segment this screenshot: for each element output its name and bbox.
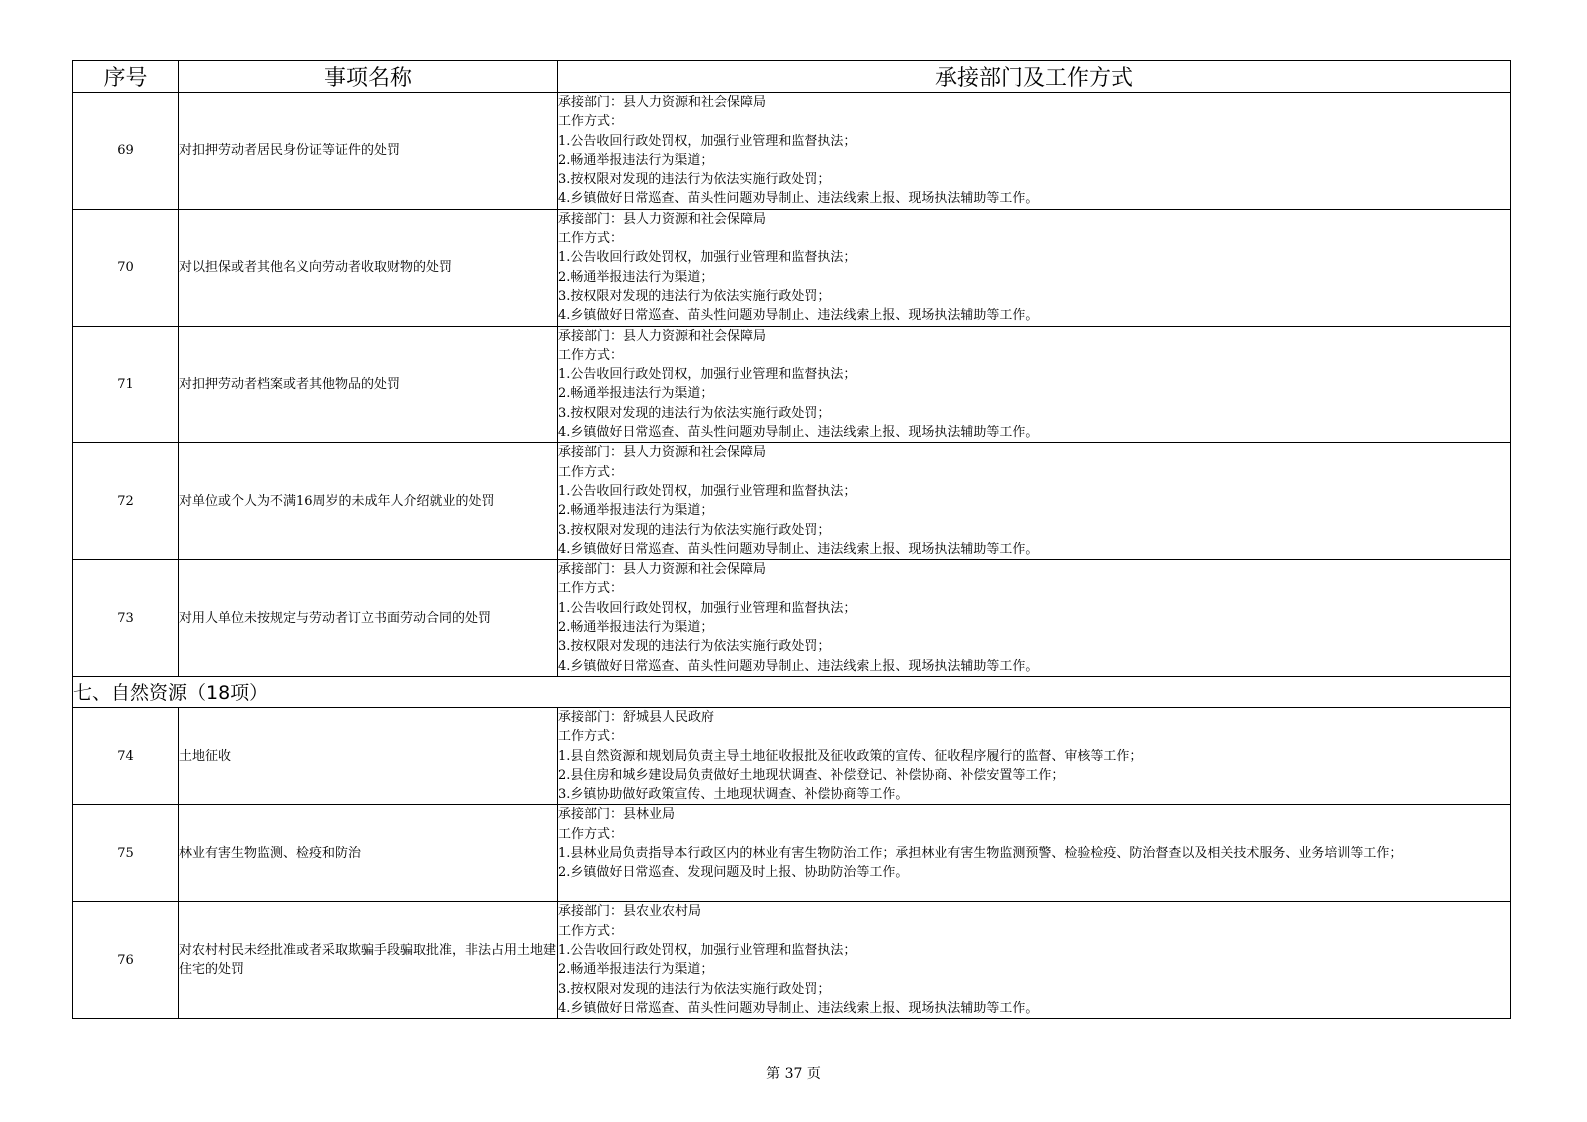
table-body-section-7 <box>73 707 1511 1018</box>
detail-line: 工作方式： <box>558 729 624 745</box>
detail-line: 承接部门：县人力资源和社会保障局 <box>558 328 767 344</box>
detail-line: 2.畅通举报违法行为渠道； <box>558 503 714 519</box>
matters-table <box>72 60 1511 1019</box>
table-row <box>73 707 1511 804</box>
row-detail <box>558 443 1511 560</box>
detail-line: 2.县住房和城乡建设局负责做好土地现状调查、补偿登记、补偿协商、补偿安置等工作； <box>558 767 1065 783</box>
row-detail <box>558 902 1511 1019</box>
detail-line: 工作方式： <box>558 347 624 363</box>
header-dept: 承接部门及工作方式 <box>558 61 1511 93</box>
row-index: 69 <box>73 93 179 210</box>
detail-line: 4.乡镇做好日常巡查、苗头性问题劝导制止、违法线索上报、现场执法辅助等工作。 <box>558 425 1039 441</box>
row-detail <box>558 805 1511 902</box>
table-row <box>73 805 1511 902</box>
row-index: 72 <box>73 443 179 560</box>
section-title: 七、自然资源（18项） <box>73 676 1511 707</box>
row-name: 土地征收 <box>179 707 558 804</box>
detail-line: 承接部门：县人力资源和社会保障局 <box>558 445 767 461</box>
detail-line: 2.乡镇做好日常巡查、发现问题及时上报、协助防治等工作。 <box>558 865 909 881</box>
page-number: 第 37 页 <box>766 1066 821 1082</box>
row-name: 林业有害生物监测、检疫和防治 <box>179 805 558 902</box>
table-row <box>73 209 1511 326</box>
detail-line: 承接部门：县林业局 <box>558 807 676 823</box>
row-detail <box>558 326 1511 443</box>
row-detail <box>558 707 1511 804</box>
row-index: 76 <box>73 902 179 1019</box>
detail-line: 3.按权限对发现的违法行为依法实施行政处罚； <box>558 639 831 655</box>
detail-line: 1.公告收回行政处罚权，加强行业管理和监督执法； <box>558 250 857 266</box>
table-row <box>73 560 1511 677</box>
table-row <box>73 326 1511 443</box>
detail-line: 1.公告收回行政处罚权，加强行业管理和监督执法； <box>558 942 857 958</box>
section-row <box>73 676 1511 707</box>
row-index: 75 <box>73 805 179 902</box>
detail-line: 3.按权限对发现的违法行为依法实施行政处罚； <box>558 522 831 538</box>
detail-line: 4.乡镇做好日常巡查、苗头性问题劝导制止、违法线索上报、现场执法辅助等工作。 <box>558 1000 1039 1016</box>
detail-line: 2.畅通举报违法行为渠道； <box>558 386 714 402</box>
detail-line: 2.畅通举报违法行为渠道； <box>558 152 714 168</box>
section-row-group <box>73 676 1511 707</box>
detail-line: 4.乡镇做好日常巡查、苗头性问题劝导制止、违法线索上报、现场执法辅助等工作。 <box>558 541 1039 557</box>
detail-line: 工作方式： <box>558 923 624 939</box>
detail-line: 1.公告收回行政处罚权，加强行业管理和监督执法； <box>558 367 857 383</box>
detail-line: 工作方式： <box>558 464 624 480</box>
detail-line: 工作方式： <box>558 231 624 247</box>
row-name: 对扣押劳动者居民身份证等证件的处罚 <box>179 93 558 210</box>
row-index: 73 <box>73 560 179 677</box>
detail-line: 3.乡镇协助做好政策宣传、土地现状调查、补偿协商等工作。 <box>558 787 909 803</box>
row-name: 对扣押劳动者档案或者其他物品的处罚 <box>179 326 558 443</box>
detail-line: 承接部门：舒城县人民政府 <box>558 709 715 725</box>
detail-line: 3.按权限对发现的违法行为依法实施行政处罚； <box>558 405 831 421</box>
detail-line: 1.县自然资源和规划局负责主导土地征收报批及征收政策的宣传、征收程序履行的监督、审核等工作； <box>558 748 1143 764</box>
detail-line: 承接部门：县人力资源和社会保障局 <box>558 562 767 578</box>
row-detail <box>558 93 1511 210</box>
detail-line: 承接部门：县人力资源和社会保障局 <box>558 95 767 110</box>
detail-line: 4.乡镇做好日常巡查、苗头性问题劝导制止、违法线索上报、现场执法辅助等工作。 <box>558 191 1039 207</box>
row-name: 对以担保或者其他名义向劳动者收取财物的处罚 <box>179 209 558 326</box>
detail-line: 工作方式： <box>558 826 624 842</box>
detail-line: 2.畅通举报违法行为渠道； <box>558 620 714 636</box>
row-name: 对用人单位未按规定与劳动者订立书面劳动合同的处罚 <box>179 560 558 677</box>
row-index: 74 <box>73 707 179 804</box>
detail-line: 4.乡镇做好日常巡查、苗头性问题劝导制止、违法线索上报、现场执法辅助等工作。 <box>558 308 1039 324</box>
detail-line: 工作方式： <box>558 114 624 130</box>
header-name: 事项名称 <box>179 61 558 93</box>
detail-line: 1.公告收回行政处罚权，加强行业管理和监督执法； <box>558 483 857 499</box>
detail-line: 2.畅通举报违法行为渠道； <box>558 269 714 285</box>
detail-line: 2.畅通举报违法行为渠道； <box>558 962 714 978</box>
table-row <box>73 93 1511 210</box>
detail-line: 承接部门：县农业农村局 <box>558 904 702 920</box>
row-detail <box>558 209 1511 326</box>
table-body-section-6 <box>73 93 1511 677</box>
detail-line: 1.县林业局负责指导本行政区内的林业有害生物防治工作；承担林业有害生物监测预警、检验检疫、防治督查以及相关技术服务、业务培训等工作； <box>558 845 1403 861</box>
table-row <box>73 443 1511 560</box>
table-header-row <box>73 61 1511 93</box>
row-detail <box>558 560 1511 677</box>
row-index: 71 <box>73 326 179 443</box>
detail-line: 3.按权限对发现的违法行为依法实施行政处罚； <box>558 172 831 188</box>
detail-line: 3.按权限对发现的违法行为依法实施行政处罚； <box>558 981 831 997</box>
detail-line: 工作方式： <box>558 581 624 597</box>
row-index: 70 <box>73 209 179 326</box>
detail-line: 承接部门：县人力资源和社会保障局 <box>558 211 767 227</box>
detail-line: 4.乡镇做好日常巡查、苗头性问题劝导制止、违法线索上报、现场执法辅助等工作。 <box>558 658 1039 674</box>
row-name: 对单位或个人为不满16周岁的未成年人介绍就业的处罚 <box>179 443 558 560</box>
row-name: 对农村村民未经批准或者采取欺骗手段骗取批准，非法占用土地建住宅的处罚 <box>179 902 558 1019</box>
header-index: 序号 <box>73 61 179 93</box>
detail-line: 1.公告收回行政处罚权，加强行业管理和监督执法； <box>558 133 857 149</box>
detail-line: 1.公告收回行政处罚权，加强行业管理和监督执法； <box>558 600 857 616</box>
detail-line: 3.按权限对发现的违法行为依法实施行政处罚； <box>558 288 831 304</box>
table-row <box>73 902 1511 1019</box>
